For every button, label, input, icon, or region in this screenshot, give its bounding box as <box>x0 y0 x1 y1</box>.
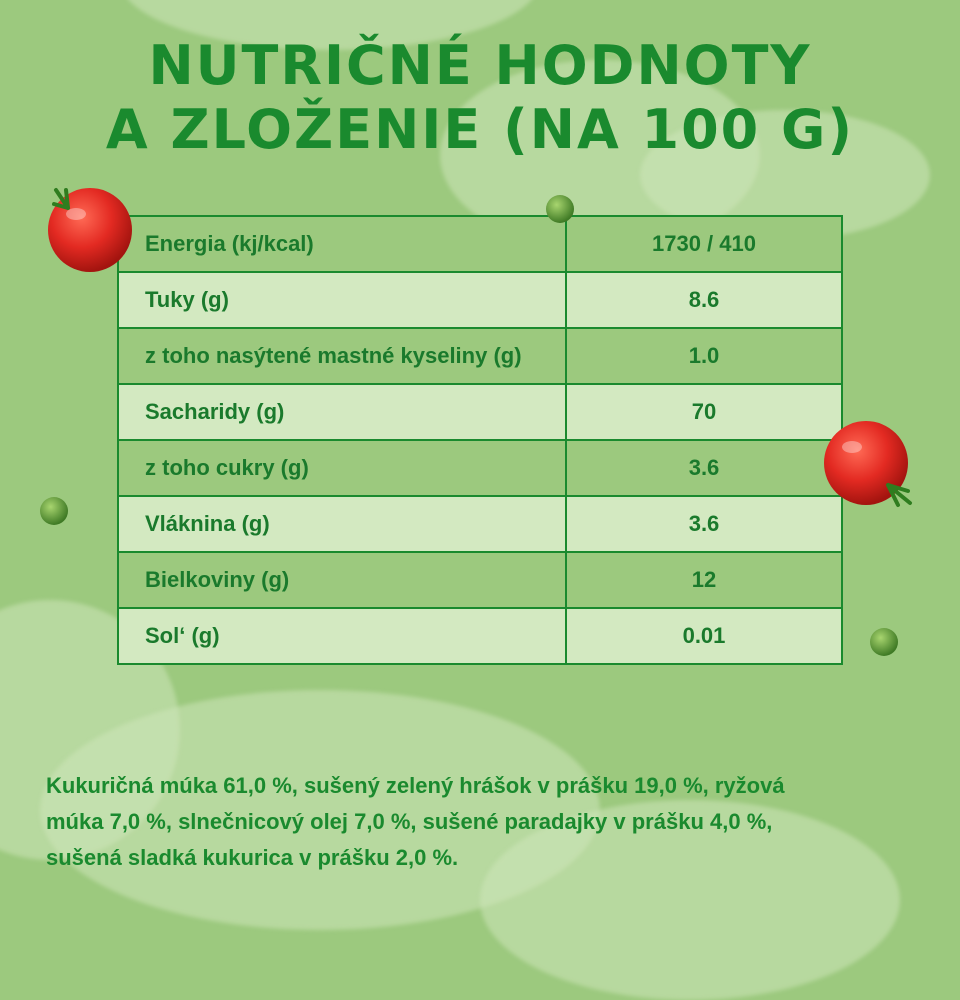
nutrient-label: Energia (kj/kcal) <box>118 216 566 272</box>
nutrient-label: z toho cukry (g) <box>118 440 566 496</box>
nutrient-value: 12 <box>566 552 842 608</box>
title-line-1: NUTRIČNÉ HODNOTY <box>148 34 812 97</box>
table-row <box>118 272 842 328</box>
nutrient-value: 1730 / 410 <box>566 216 842 272</box>
nutrient-value: 1.0 <box>566 328 842 384</box>
pea-icon <box>868 626 900 658</box>
table-row <box>118 328 842 384</box>
table-row <box>118 496 842 552</box>
nutrient-value: 3.6 <box>566 440 842 496</box>
table-row <box>118 552 842 608</box>
ingredients-line: sušená sladká kukurica v prášku 2,0 %. <box>46 845 459 870</box>
nutrient-label: Bielkoviny (g) <box>118 552 566 608</box>
nutrient-label: Sacharidy (g) <box>118 384 566 440</box>
ingredients-line: múka 7,0 %, slnečnicový olej 7,0 %, sušené paradajky v prášku 4,0 %, <box>46 809 773 834</box>
table-row <box>118 440 842 496</box>
tomato-icon <box>818 415 918 515</box>
nutrient-value: 70 <box>566 384 842 440</box>
table-row <box>118 384 842 440</box>
nutrient-value: 0.01 <box>566 608 842 664</box>
nutrient-value: 8.6 <box>566 272 842 328</box>
nutrition-table <box>117 215 843 665</box>
nutrient-label: Vláknina (g) <box>118 496 566 552</box>
nutrient-value: 3.6 <box>566 496 842 552</box>
pea-icon <box>38 495 70 527</box>
pea-icon <box>544 193 576 225</box>
title-line-2: A ZLOŽENIE (NA 100 G) <box>105 98 855 161</box>
nutrient-label: Sol‘ (g) <box>118 608 566 664</box>
tomato-icon <box>40 180 140 280</box>
table-row <box>118 216 842 272</box>
ingredients-line: Kukuričná múka 61,0 %, sušený zelený hrášok v prášku 19,0 %, ryžová <box>46 773 785 798</box>
nutrient-label: z toho nasýtené mastné kyseliny (g) <box>118 328 566 384</box>
page-title <box>0 34 960 162</box>
nutrient-label: Tuky (g) <box>118 272 566 328</box>
table-row <box>118 608 842 664</box>
ingredients-text <box>46 768 926 876</box>
